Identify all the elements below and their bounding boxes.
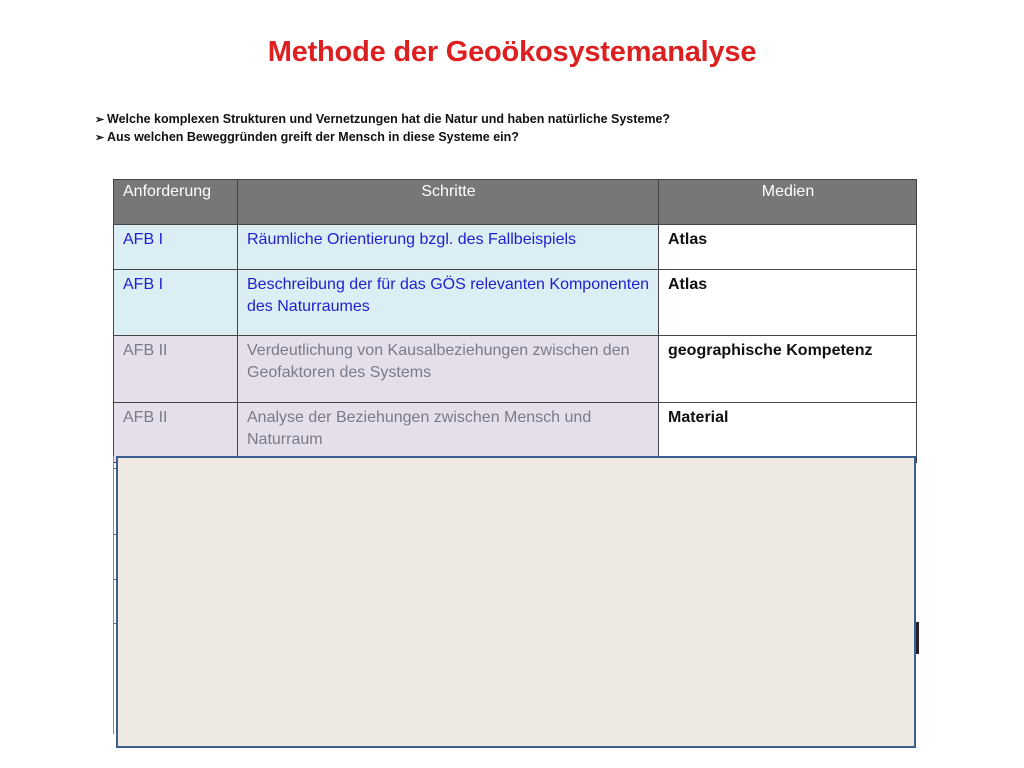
arrow-bullet-icon: ➢ [95, 113, 105, 126]
cell-medien: Material [659, 403, 917, 463]
cover-box [116, 456, 916, 748]
table-header-row [114, 180, 917, 225]
table-row [114, 270, 917, 336]
header-medien: Medien [659, 180, 917, 225]
cell-medien: Atlas [659, 270, 917, 336]
table-edge-behind-overlay [113, 456, 114, 734]
cell-medien: geographische Kompetenz [659, 336, 917, 403]
table-row [114, 336, 917, 403]
cell-schritte: Analyse der Beziehungen zwischen Mensch und Naturraum [238, 403, 659, 463]
slide-title: Methode der Geoökosystemanalyse [267, 36, 757, 68]
bullet-item [95, 128, 895, 146]
cell-anforderung: AFB I [114, 270, 238, 336]
cell-medien: Atlas [659, 225, 917, 270]
table-row [114, 403, 917, 463]
bullet-item [95, 110, 895, 128]
header-anforderung: Anforderung [114, 180, 238, 225]
table-row [114, 225, 917, 270]
cell-schritte: Verdeutlichung von Kausalbeziehungen zwischen den Geofaktoren des Systems [238, 336, 659, 403]
bullet-list [95, 110, 895, 146]
cell-anforderung: AFB II [114, 336, 238, 403]
cell-schritte: Räumliche Orientierung bzgl. des Fallbeispiels [238, 225, 659, 270]
table-edge-behind-overlay [916, 622, 919, 654]
arrow-bullet-icon: ➢ [95, 131, 105, 144]
bullet-text: Aus welchen Beweggründen greift der Mensch in diese Systeme ein? [107, 130, 519, 144]
method-table [113, 179, 917, 463]
cell-anforderung: AFB II [114, 403, 238, 463]
header-schritte: Schritte [238, 180, 659, 225]
cell-schritte: Beschreibung der für das GÖS relevanten Komponenten des Naturraumes [238, 270, 659, 336]
bullet-text: Welche komplexen Strukturen und Vernetzungen hat die Natur und haben natürliche Systeme? [107, 112, 671, 126]
cell-anforderung: AFB I [114, 225, 238, 270]
